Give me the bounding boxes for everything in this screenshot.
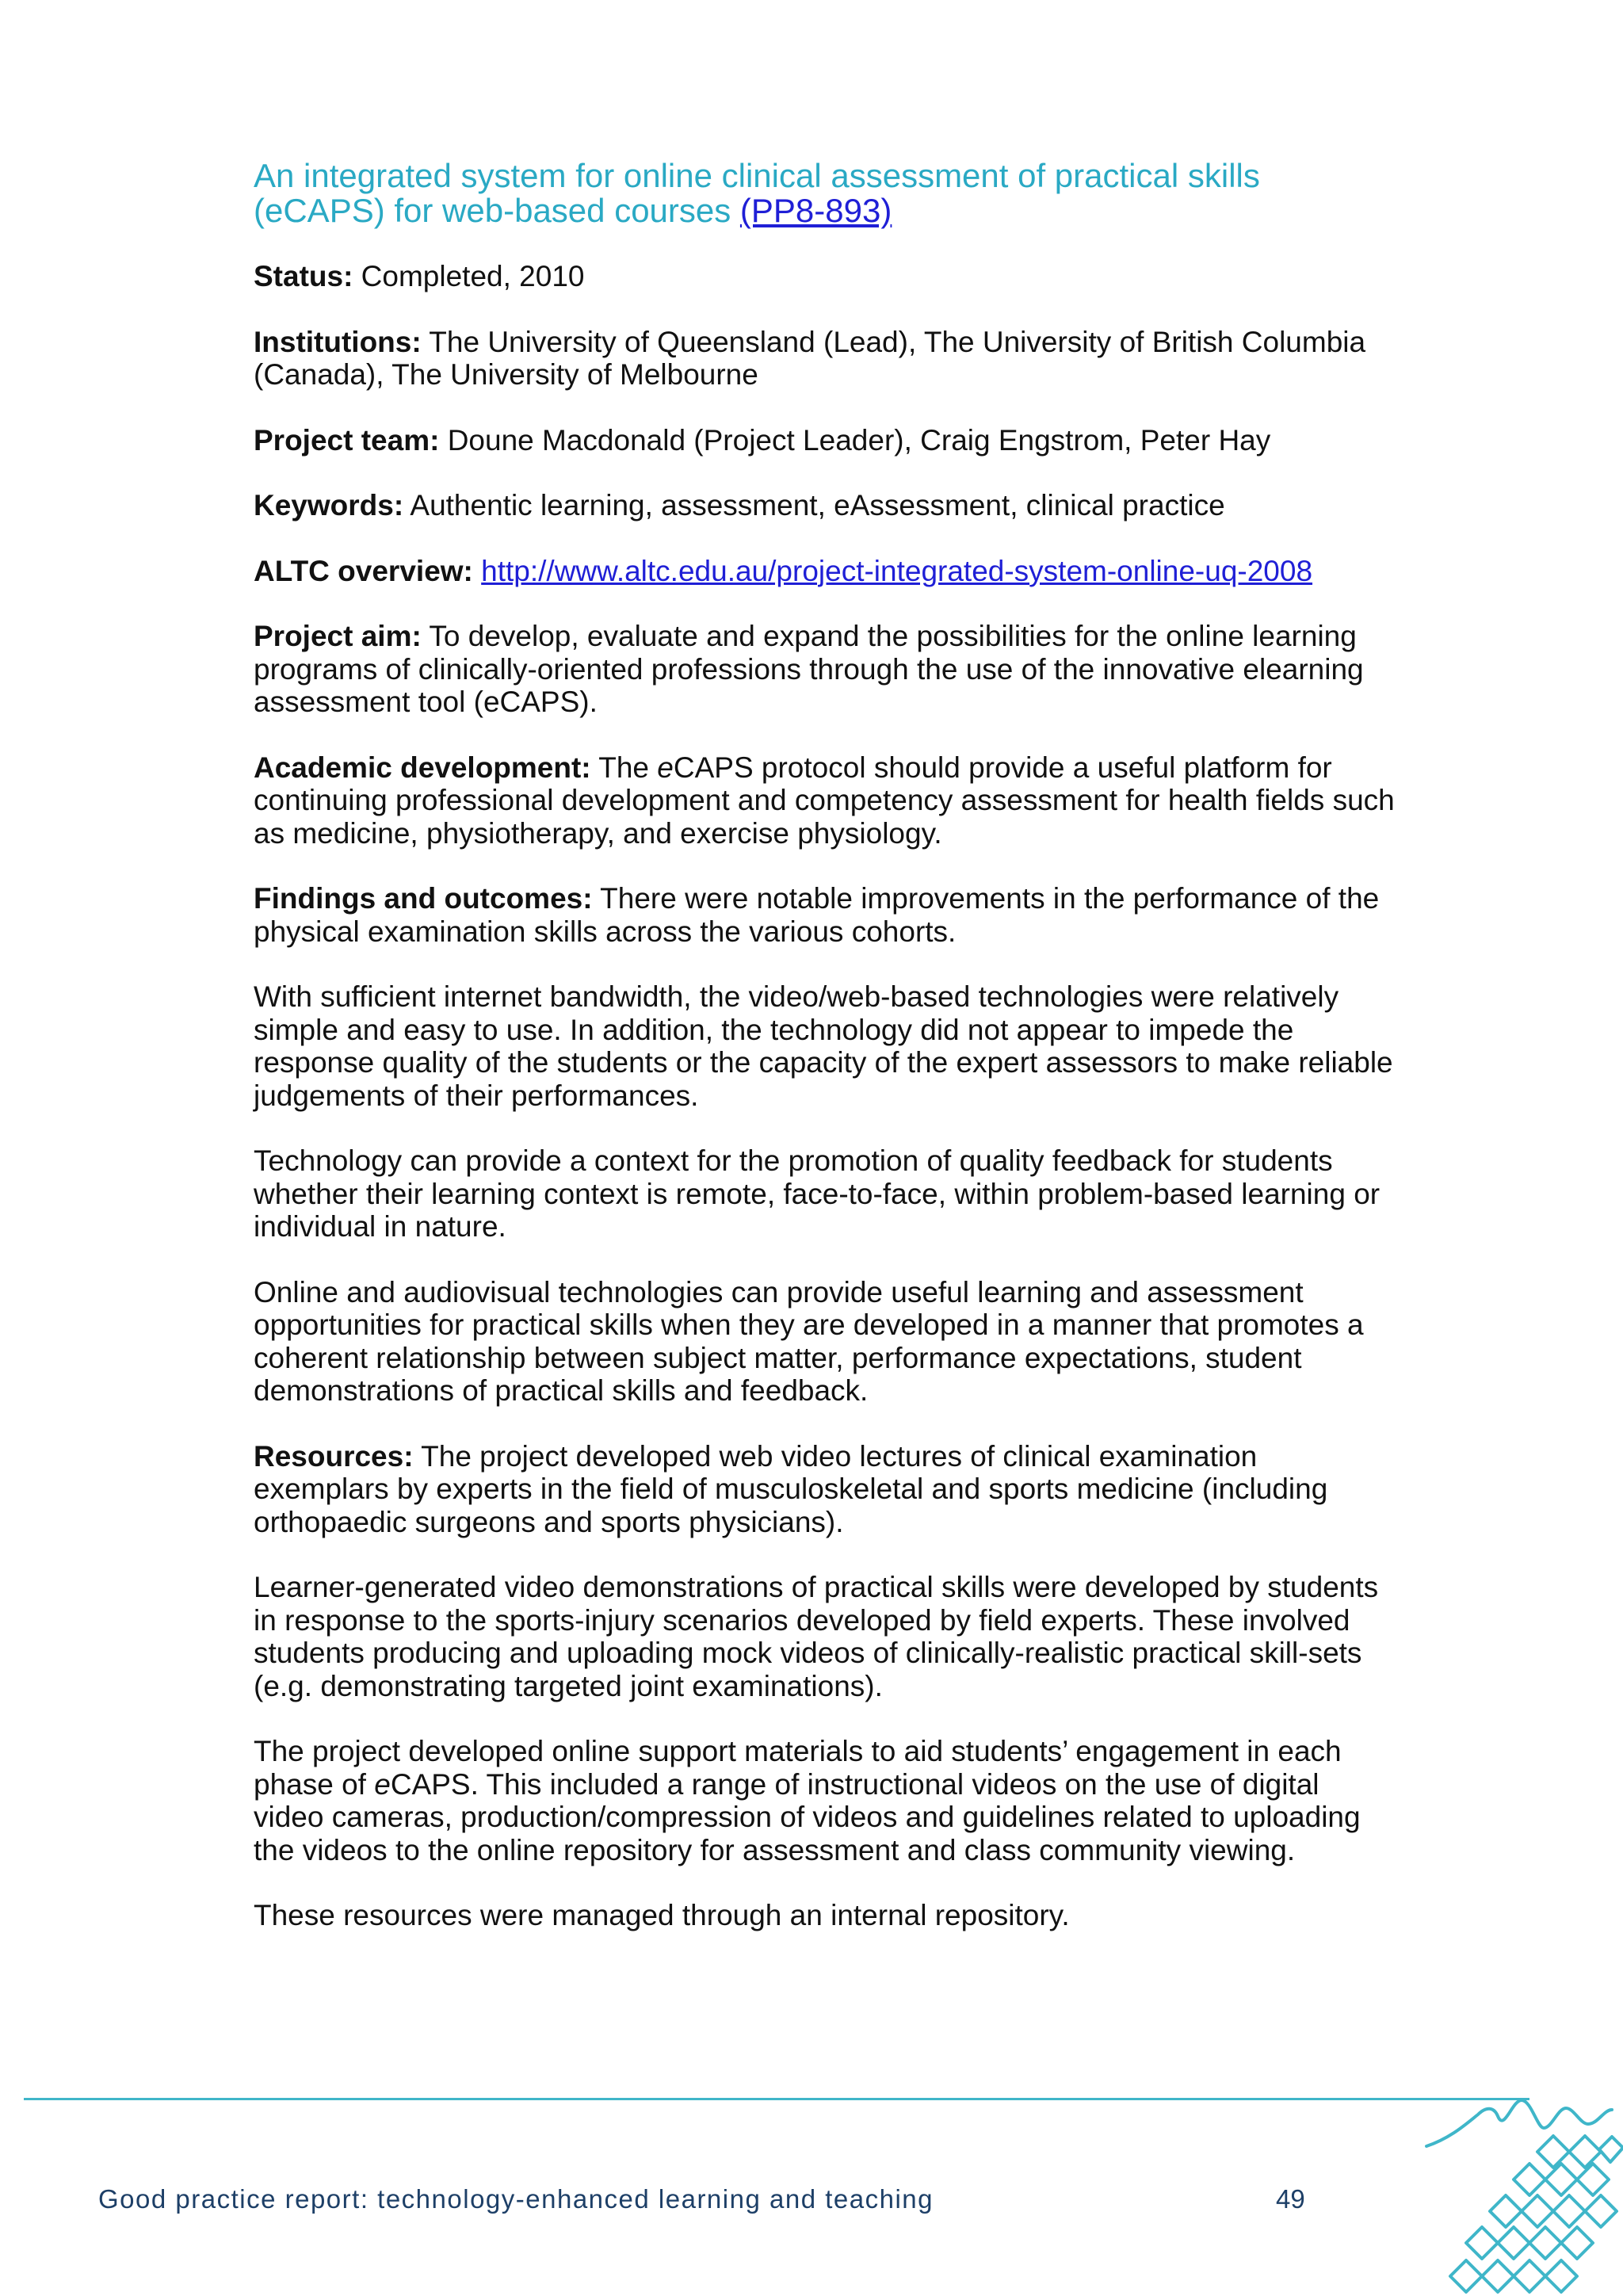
project-code-link[interactable]: (PP8-893): [739, 192, 892, 229]
page-title: [254, 159, 1395, 228]
institutions-field: [254, 326, 1395, 392]
page-number: 49: [1276, 2184, 1305, 2214]
title-line-2: (eCAPS) for web-based courses: [254, 192, 740, 229]
resources-label: Resources:: [254, 1439, 414, 1473]
altc-overview-link[interactable]: http://www.altc.edu.au/project-integrated-system-online-uq-2008: [481, 554, 1313, 587]
academic-development-value-pre: The: [590, 751, 658, 784]
resources-field: [254, 1440, 1395, 1539]
keywords-field: [254, 489, 1395, 522]
academic-development-italic: e: [657, 751, 674, 784]
learner-paragraph: Learner-generated video demonstrations of practical skills were developed by students in response to the sports-injury scenarios developed by field experts. These involved students producing and uploading mock videos of clinically-realistic practical skill-sets (e.g. demonstrating targeted joint examinations).: [254, 1571, 1379, 1702]
academic-development-field: [254, 751, 1395, 850]
findings-value: There were notable improvements in the performance of the physical examination skills across the various cohorts.: [254, 882, 1380, 948]
findings-field: [254, 882, 1395, 948]
footer-report-title: Good practice report: technology-enhanced learning and teaching: [98, 2184, 934, 2214]
project-team-label: Project team:: [254, 423, 440, 457]
wave-diamond-logo-icon: [1419, 2092, 1623, 2296]
managed-paragraph: These resources were managed through an internal repository.: [254, 1899, 1070, 1931]
findings-label: Findings and outcomes:: [254, 882, 593, 915]
technology-paragraph: Technology can provide a context for the promotion of quality feedback for students whether their learning context is remote, face-to-face, within problem-based learning or individual in nature.: [254, 1144, 1381, 1243]
status-value: Completed, 2010: [353, 260, 585, 292]
bandwidth-paragraph: With sufficient internet bandwidth, the video/web-based technologies were relatively simple and easy to use. In addition, the technology did not appear to impede the response quality of the students or the capacity of the expert assessors to make reliable judgements of their performances.: [254, 980, 1393, 1112]
main-content: [254, 159, 1395, 1965]
resources-value: The project developed web video lectures of clinical examination exemplars by experts in the field of musculoskeletal and sports medicine (including orthopaedic surgeons and sports physicians).: [254, 1439, 1328, 1538]
project-aim-label: Project aim:: [254, 620, 422, 652]
academic-development-value-post: CAPS protocol should provide a useful platform for continuing professional development and competency assessment for health fields such as medicine, physiotherapy, and exercise physiology.: [254, 751, 1395, 850]
status-label: Status:: [254, 260, 353, 292]
institutions-label: Institutions:: [254, 325, 422, 358]
keywords-label: Keywords:: [254, 489, 404, 521]
footer-divider: [24, 2098, 1529, 2100]
project-team-value: Doune Macdonald (Project Leader), Craig Engstrom, Peter Hay: [439, 423, 1271, 457]
support-paragraph: [254, 1735, 1395, 1866]
altc-overview-label: ALTC overview:: [254, 554, 473, 587]
altc-overview-field: [254, 555, 1395, 588]
online-paragraph: Online and audiovisual technologies can provide useful learning and assessment opportunities for practical skills when they are developed in a manner that promotes a coherent relationship between subject matter, performance expectations, student demonstrations of practical skills and feedback.: [254, 1275, 1364, 1407]
project-aim-value: To develop, evaluate and expand the possibilities for the online learning programs of clinically-oriented professions through the use of the innovative elearning assessment tool (eCAPS).: [254, 620, 1364, 718]
project-aim-field: [254, 620, 1395, 719]
institutions-value: The University of Queensland (Lead), The University of British Columbia (Canada), The University of Melbourne: [254, 325, 1366, 391]
keywords-value: Authentic learning, assessment, eAssessment, clinical practice: [403, 489, 1225, 521]
support-post: CAPS. This included a range of instructional videos on the use of digital video cameras, production/compression of videos and guidelines related to uploading the videos to the online repository for assessment and class community viewing.: [254, 1767, 1361, 1866]
support-pre: The project developed online support materials to aid students’ engagement in each phase of: [254, 1735, 1342, 1801]
status-field: [254, 260, 1395, 293]
support-italic: e: [374, 1767, 391, 1801]
academic-development-label: Academic development:: [254, 751, 591, 784]
project-team-field: [254, 424, 1395, 457]
title-line-1: An integrated system for online clinical assessment of practical skills: [254, 157, 1260, 194]
